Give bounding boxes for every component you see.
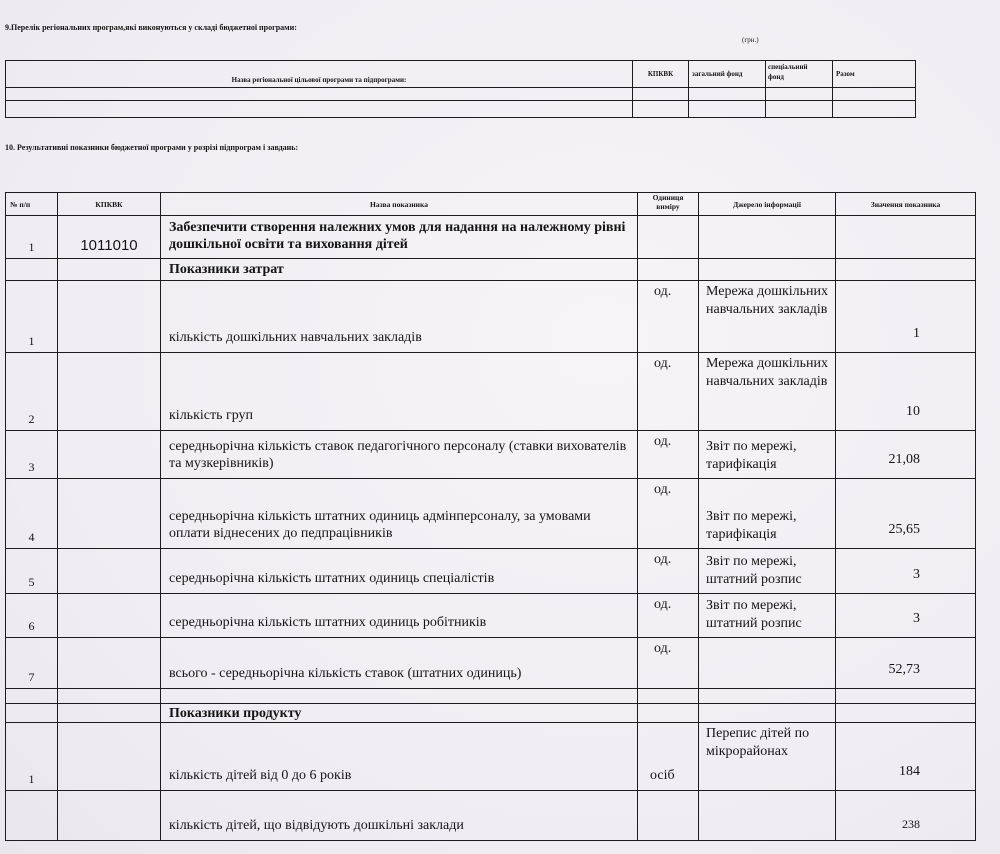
row-number: 5 (6, 549, 58, 594)
section-10-title: 10. Результативні показники бюджетної програми у розрізі підпрограм і завдань: (5, 143, 299, 152)
indicator-source: Звіт по мережі, тарифікація (699, 431, 836, 479)
table-row (6, 88, 916, 101)
task-row (6, 216, 976, 259)
table-row (6, 479, 976, 549)
indicator-unit: осіб (638, 723, 699, 791)
header-num: № п/п (6, 193, 58, 216)
indicator-source: Мережа дошкільних навчальних закладів (699, 281, 836, 353)
indicator-value: 52,73 (836, 638, 976, 689)
indicator-source: Перепис дітей по мікрорайонах (699, 723, 836, 791)
row-number: 7 (6, 638, 58, 689)
indicator-value: 3 (836, 594, 976, 638)
row-number: 2 (6, 353, 58, 431)
currency-note: (грн.) (742, 36, 759, 44)
header-general-fund: загальний фонд (689, 61, 766, 88)
table-row (6, 101, 916, 118)
indicator-source (699, 638, 836, 689)
performance-indicators-table (5, 192, 976, 841)
table-row (6, 281, 976, 353)
section-heading-row (6, 704, 976, 723)
header-unit (638, 193, 699, 216)
header-value: Значення показника (836, 193, 976, 216)
product-indicators-heading: Показники продукту (161, 704, 638, 723)
indicator-value: 238 (836, 791, 976, 841)
indicator-unit: од. (638, 281, 699, 353)
header-special-fund-label: спеціальний фонд (768, 63, 808, 81)
indicator-source: Звіт по мережі, тарифікація (699, 479, 836, 549)
indicator-unit: од. (638, 638, 699, 689)
header-total: Разом (833, 61, 916, 88)
header-source: Джерело інформації (699, 193, 836, 216)
indicator-value: 1 (836, 281, 976, 353)
indicator-name: кількість дошкільних навчальних закладів (161, 281, 638, 353)
regional-programs-table (5, 60, 916, 118)
row-number: 1 (6, 216, 58, 259)
indicator-name: кількість дітей, що відвідують дошкільні заклади (161, 791, 638, 841)
task-name: Забезпечити створення належних умов для надання на належному рівні дошкільної освіти та виховання дітей (161, 216, 638, 259)
cost-indicators-heading: Показники затрат (161, 259, 638, 281)
indicator-name: кількість груп (161, 353, 638, 431)
indicator-name: середньорічна кількість штатних одиниць спеціалістів (161, 549, 638, 594)
section-heading-row (6, 259, 976, 281)
header-kpkvk: КПКВК (58, 193, 161, 216)
table-row (6, 594, 976, 638)
header-kpkvk: КПКВК (633, 61, 689, 88)
table-row (6, 549, 976, 594)
row-number: 1 (6, 723, 58, 791)
indicator-unit: од. (638, 479, 699, 549)
header-unit-label: Одиниця виміру (652, 193, 684, 211)
indicator-name: всього - середньорічна кількість ставок (штатних одиниць) (161, 638, 638, 689)
indicator-value: 21,08 (836, 431, 976, 479)
table-header-row (6, 61, 916, 88)
kpkvk-code: 1011010 (58, 216, 161, 259)
indicator-source: Мережа дошкільних навчальних закладів (699, 353, 836, 431)
row-number: 6 (6, 594, 58, 638)
indicator-name: середньорічна кількість штатних одиниць робітників (161, 594, 638, 638)
row-number: 1 (6, 281, 58, 353)
table-header-row (6, 193, 976, 216)
indicator-unit: од. (638, 549, 699, 594)
indicator-unit: од. (638, 431, 699, 479)
table-row (6, 723, 976, 791)
header-special-fund (766, 61, 833, 88)
indicator-name: середньорічна кількість штатних одиниць адмінперсоналу, за умовами оплати віднесених до педпрацівників (161, 479, 638, 549)
indicator-value: 10 (836, 353, 976, 431)
indicator-value: 3 (836, 549, 976, 594)
header-indicator-name: Назва показника (161, 193, 638, 216)
indicator-value: 184 (836, 723, 976, 791)
indicator-name: кількість дітей від 0 до 6 років (161, 723, 638, 791)
header-program-name: Назва регіональної цільової програми та підпрограми: (6, 61, 633, 88)
indicator-source: Звіт по мережі, штатний розпис (699, 549, 836, 594)
section-9-title: 9.Перелік регіональних програм,які виконуються у складі бюджетної програми: (5, 23, 297, 32)
indicator-unit: од. (638, 353, 699, 431)
table-row (6, 791, 976, 841)
table-row (6, 638, 976, 689)
indicator-name: середньорічна кількість ставок педагогічного персоналу (ставки вихователів та музкерівників) (161, 431, 638, 479)
row-number: 4 (6, 479, 58, 549)
indicator-value: 25,65 (836, 479, 976, 549)
table-row (6, 689, 976, 704)
row-number: 3 (6, 431, 58, 479)
indicator-unit: од. (638, 594, 699, 638)
table-row (6, 431, 976, 479)
table-row (6, 353, 976, 431)
indicator-source: Звіт по мережі, штатний розпис (699, 594, 836, 638)
